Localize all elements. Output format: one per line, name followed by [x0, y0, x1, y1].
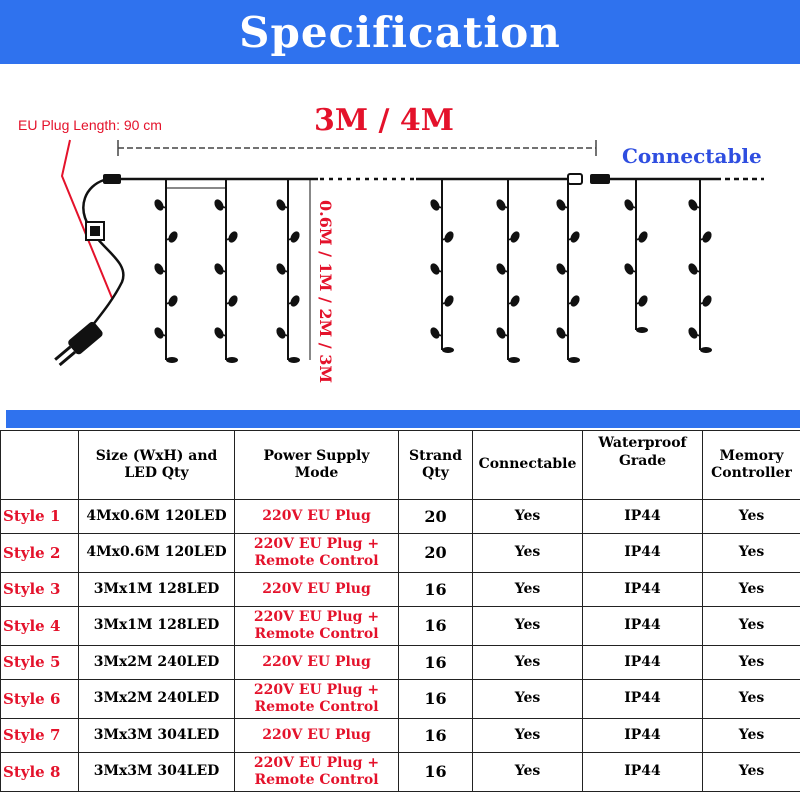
size-cell: 4Mx0.6M 120LED — [79, 534, 235, 573]
strand-qty-cell: 16 — [399, 680, 473, 719]
strand-qty-cell: 20 — [399, 534, 473, 573]
header-size: Size (WxH) and LED Qty — [79, 431, 235, 500]
header-style — [1, 431, 79, 500]
style-name-cell: Style 5 — [1, 646, 79, 680]
connectable-cell: Yes — [473, 607, 583, 646]
table-row — [1, 719, 800, 753]
led-bulb — [508, 357, 520, 363]
connectable-cell: Yes — [473, 680, 583, 719]
led-bulb — [153, 262, 166, 276]
light-curtain-diagram — [0, 64, 800, 410]
table-row — [1, 680, 800, 719]
led-bulb — [637, 230, 650, 244]
strand-qty-cell: 20 — [399, 500, 473, 534]
size-cell: 3Mx2M 240LED — [79, 646, 235, 680]
memory-controller-cell: Yes — [703, 573, 800, 607]
led-bulb — [275, 262, 288, 276]
end-connector — [568, 174, 582, 184]
style-name-cell: Style 7 — [1, 719, 79, 753]
header-strand: Strand Qty — [399, 431, 473, 500]
table-row — [1, 646, 800, 680]
divider-bar — [6, 410, 800, 428]
led-bulb — [153, 326, 166, 340]
size-cell: 3Mx2M 240LED — [79, 680, 235, 719]
power-cord — [83, 180, 123, 326]
led-bulb — [227, 230, 240, 244]
table-row — [1, 500, 800, 534]
led-bulb — [495, 198, 508, 212]
eu-plug-icon — [51, 320, 104, 368]
style-name-cell: Style 1 — [1, 500, 79, 534]
led-bulb — [568, 357, 580, 363]
power-mode-cell: 220V EU Plug + Remote Control — [235, 753, 399, 792]
spec-table — [0, 430, 800, 792]
led-bulb — [429, 198, 442, 212]
connectable-cell: Yes — [473, 534, 583, 573]
length-label: 3M / 4M — [313, 103, 455, 138]
height-label: 0.6M / 1M / 2M / 3M — [316, 200, 335, 384]
led-bulb — [166, 357, 178, 363]
led-bulb — [429, 326, 442, 340]
memory-controller-cell: Yes — [703, 753, 800, 792]
led-bulb — [623, 262, 636, 276]
strand-qty-cell: 16 — [399, 573, 473, 607]
led-bulb — [687, 262, 700, 276]
style-name-cell: Style 4 — [1, 607, 79, 646]
led-bulb — [429, 262, 442, 276]
memory-controller-cell: Yes — [703, 534, 800, 573]
header-connectable: Connectable — [473, 431, 583, 500]
connectable-cell: Yes — [473, 753, 583, 792]
led-bulb — [555, 198, 568, 212]
connectable-cell: Yes — [473, 573, 583, 607]
connectable-cell: Yes — [473, 646, 583, 680]
size-cell: 3Mx1M 128LED — [79, 573, 235, 607]
waterproof-grade-cell: IP44 — [583, 646, 703, 680]
power-mode-cell: 220V EU Plug — [235, 719, 399, 753]
led-bulb — [226, 357, 238, 363]
style-name-cell: Style 2 — [1, 534, 79, 573]
led-bulb — [289, 294, 302, 308]
led-bulb — [153, 198, 166, 212]
table-row — [1, 753, 800, 792]
led-bulb — [700, 347, 712, 353]
memory-controller-cell: Yes — [703, 500, 800, 534]
size-cell: 3Mx3M 304LED — [79, 753, 235, 792]
led-strands — [153, 180, 714, 363]
led-bulb — [167, 294, 180, 308]
led-bulb — [495, 262, 508, 276]
size-cell: 3Mx1M 128LED — [79, 607, 235, 646]
table-row — [1, 534, 800, 573]
led-bulb — [442, 347, 454, 353]
header-memory: Memory Controller — [703, 431, 800, 500]
extension-connector — [590, 174, 610, 184]
waterproof-grade-cell: IP44 — [583, 573, 703, 607]
style-name-cell: Style 3 — [1, 573, 79, 607]
table-header-row — [1, 431, 800, 500]
memory-controller-cell: Yes — [703, 607, 800, 646]
led-bulb — [509, 294, 522, 308]
led-bulb — [687, 198, 700, 212]
led-bulb — [213, 326, 226, 340]
power-mode-cell: 220V EU Plug + Remote Control — [235, 534, 399, 573]
led-bulb — [443, 294, 456, 308]
led-bulb — [443, 230, 456, 244]
led-bulb — [701, 294, 714, 308]
power-mode-cell: 220V EU Plug — [235, 573, 399, 607]
connectable-label: Connectable — [622, 144, 762, 168]
memory-controller-cell: Yes — [703, 680, 800, 719]
led-bulb — [555, 262, 568, 276]
led-bulb — [213, 262, 226, 276]
led-bulb — [167, 230, 180, 244]
waterproof-grade-cell: IP44 — [583, 719, 703, 753]
page-title: Specification — [239, 7, 561, 57]
memory-controller-cell: Yes — [703, 646, 800, 680]
power-mode-cell: 220V EU Plug — [235, 646, 399, 680]
connectable-cell: Yes — [473, 500, 583, 534]
strand-qty-cell: 16 — [399, 646, 473, 680]
power-mode-cell: 220V EU Plug + Remote Control — [235, 607, 399, 646]
strand-qty-cell: 16 — [399, 719, 473, 753]
memory-controller-cell: Yes — [703, 719, 800, 753]
header-waterproof: Waterproof Grade — [583, 431, 703, 500]
plug-pointer-line — [62, 140, 112, 298]
connectable-cell: Yes — [473, 719, 583, 753]
waterproof-grade-cell: IP44 — [583, 500, 703, 534]
led-bulb — [569, 294, 582, 308]
waterproof-grade-cell: IP44 — [583, 607, 703, 646]
led-bulb — [213, 198, 226, 212]
style-name-cell: Style 6 — [1, 680, 79, 719]
strand-qty-cell: 16 — [399, 607, 473, 646]
led-bulb — [288, 357, 300, 363]
led-bulb — [289, 230, 302, 244]
led-bulb — [227, 294, 240, 308]
table-row — [1, 607, 800, 646]
style-name-cell: Style 8 — [1, 753, 79, 792]
led-bulb — [555, 326, 568, 340]
waterproof-grade-cell: IP44 — [583, 680, 703, 719]
input-connector — [103, 174, 121, 184]
header-power: Power Supply Mode — [235, 431, 399, 500]
led-bulb — [687, 326, 700, 340]
led-bulb — [509, 230, 522, 244]
led-bulb — [275, 326, 288, 340]
led-bulb — [275, 198, 288, 212]
led-bulb — [637, 294, 650, 308]
power-mode-cell: 220V EU Plug — [235, 500, 399, 534]
led-bulb — [495, 326, 508, 340]
size-cell: 4Mx0.6M 120LED — [79, 500, 235, 534]
eu-plug-length-label: EU Plug Length: 90 cm — [18, 117, 162, 133]
waterproof-grade-cell: IP44 — [583, 534, 703, 573]
strand-qty-cell: 16 — [399, 753, 473, 792]
led-bulb — [701, 230, 714, 244]
led-bulb — [623, 198, 636, 212]
led-bulb — [569, 230, 582, 244]
size-cell: 3Mx3M 304LED — [79, 719, 235, 753]
title-banner — [0, 0, 800, 64]
table-row — [1, 573, 800, 607]
waterproof-grade-cell: IP44 — [583, 753, 703, 792]
led-bulb — [636, 327, 648, 333]
power-mode-cell: 220V EU Plug + Remote Control — [235, 680, 399, 719]
